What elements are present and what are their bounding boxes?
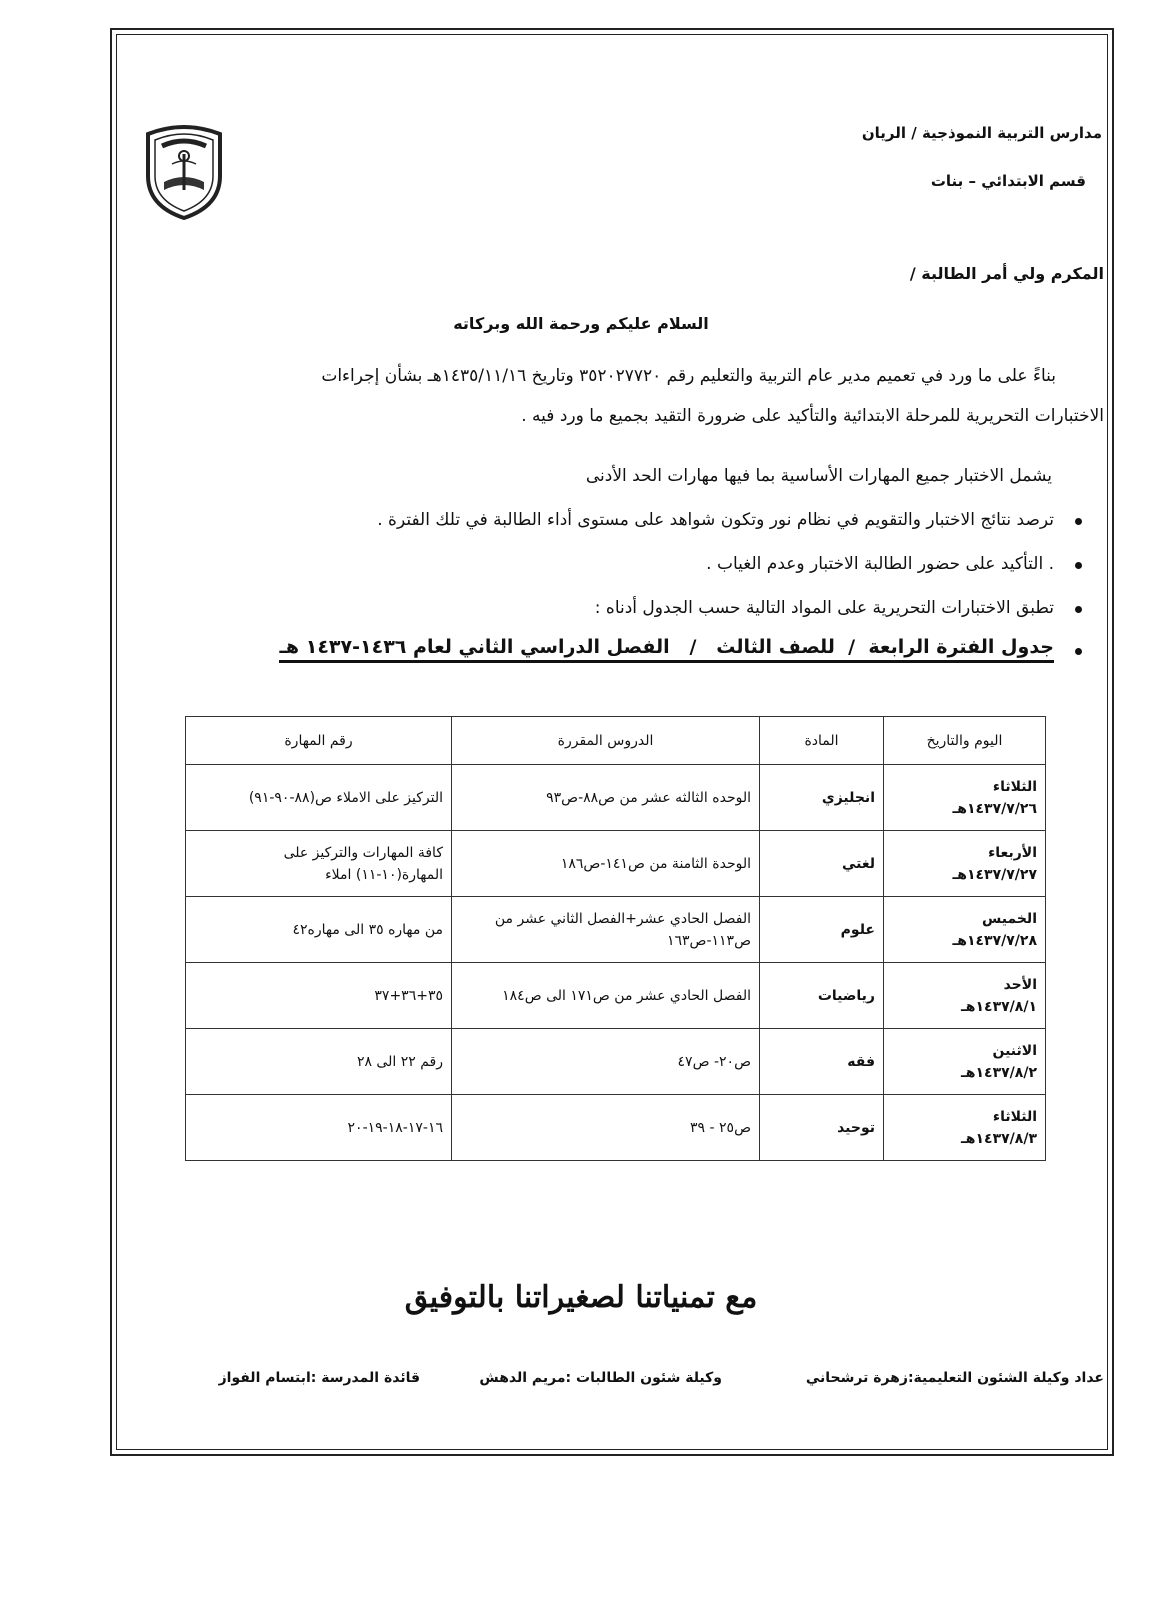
day-date-cell [884,1095,1046,1161]
bullet-list [182,506,1082,638]
table-header-row [186,717,1046,765]
table-row [186,963,1046,1029]
skill-cell: ٣٥+٣٦+٣٧ [186,963,452,1029]
subject-cell: فقه [760,1029,884,1095]
exam-schedule-table [185,716,1046,1161]
list-item: ترصد نتائج الاختبار والتقويم في نظام نور وتكون شواهد على مستوى أداء الطالبة في تلك الفترة . [182,506,1082,550]
closing-wish: مع تمنياتنا لصغيراتنا بالتوفيق [404,1280,758,1315]
department-name: قسم الابتدائي – بنات [930,172,1086,190]
table-row [186,1029,1046,1095]
lessons-cell: الفصل الحادي عشر من ص١٧١ الى ص١٨٤ [452,963,760,1029]
paragraph-line-1: بناءً على ما ورد في تعميم مدير عام التربية والتعليم رقم ٣٥٢٠٢٧٧٢٠ وتاريخ ١٤٣٥/١١/١٦هـ بشأن إجراءات [321,366,1056,386]
day-name: الخميس [981,910,1037,927]
day-date-cell [884,897,1046,963]
signature-principal: قائدة المدرسة :ابتسام الفواز [218,1370,420,1386]
list-item: . التأكيد على حضور الطالبة الاختبار وعدم الغياب . [182,550,1082,594]
signature-prepared-by: عداد وكيلة الشئون التعليمية:زهرة ترشحاني [805,1370,1104,1386]
exam-date: ١٤٣٧/٧/٢٦هـ [952,800,1037,817]
paragraph-line-2: الاختبارات التحريرية للمرحلة الابتدائية والتأكيد على ضرورة التقيد بجميع ما ورد فيه . [521,406,1104,426]
table-row [186,1095,1046,1161]
skill-cell: رقم ٢٢ الى ٢٨ [186,1029,452,1095]
schedule-title: جدول الفترة الرابعة / للصف الثالث / الفصل الدراسي الثاني لعام ١٤٣٦-١٤٣٧ هـ [279,636,1054,663]
greeting: السلام عليكم ورحمة الله وبركاته [453,314,709,333]
schedule-title-item [279,636,1082,658]
skill-cell: ١٦-١٧-١٨-١٩-٢٠ [186,1095,452,1161]
table-row [186,831,1046,897]
day-name: الأربعاء [988,844,1037,861]
header-day-date: اليوم والتاريخ [884,717,1046,765]
intro-line: يشمل الاختبار جميع المهارات الأساسية بما فيها مهارات الحد الأدنى [585,466,1052,486]
day-name: الاثنين [992,1042,1037,1059]
day-name: الثلاثاء [992,778,1037,795]
skill-cell: كافة المهارات والتركيز على المهارة(١٠-١١) املاء [186,831,452,897]
exam-date: ١٤٣٧/٨/١هـ [961,998,1037,1015]
subject-cell: لغتي [760,831,884,897]
header-subject: المادة [760,717,884,765]
skill-cell: التركيز على الاملاء ص(٨٨-٩٠-٩١) [186,765,452,831]
lessons-cell: الوحده الثالثه عشر من ص٨٨-ص٩٣ [452,765,760,831]
exam-date: ١٤٣٧/٧/٢٧هـ [952,866,1037,883]
school-crest-logo [142,120,226,220]
header-lessons: الدروس المقررة [452,717,760,765]
exam-date: ١٤٣٧/٧/٢٨هـ [952,932,1037,949]
signature-student-affairs: وكيلة شئون الطالبات :مريم الدهش [479,1370,722,1386]
day-date-cell [884,963,1046,1029]
lessons-cell: ص٢٥ - ٣٩ [452,1095,760,1161]
subject-cell: توحيد [760,1095,884,1161]
subject-cell: رياضيات [760,963,884,1029]
lessons-cell: الوحدة الثامنة من ص١٤١-ص١٨٦ [452,831,760,897]
subject-cell: علوم [760,897,884,963]
day-date-cell [884,831,1046,897]
school-name: مدارس التربية النموذجية / الريان [861,124,1102,142]
exam-date: ١٤٣٧/٨/٢هـ [961,1064,1037,1081]
header-skill: رقم المهارة [186,717,452,765]
recipient-line: المكرم ولي أمر الطالبة / [909,264,1104,283]
day-name: الثلاثاء [992,1108,1037,1125]
table-row [186,897,1046,963]
exam-date: ١٤٣٧/٨/٣هـ [961,1130,1037,1147]
day-name: الأحد [1003,976,1037,993]
lessons-cell: الفصل الحادي عشر+الفصل الثاني عشر من ص١١٣-ص١٦٣ [452,897,760,963]
list-item: تطبق الاختبارات التحريرية على المواد التالية حسب الجدول أدناه : [182,594,1082,638]
skill-cell: من مهاره ٣٥ الى مهاره٤٢ [186,897,452,963]
day-date-cell [884,1029,1046,1095]
reference-paragraph [144,356,1104,436]
day-date-cell [884,765,1046,831]
lessons-cell: ص٢٠- ص٤٧ [452,1029,760,1095]
table-row [186,765,1046,831]
subject-cell: انجليزي [760,765,884,831]
